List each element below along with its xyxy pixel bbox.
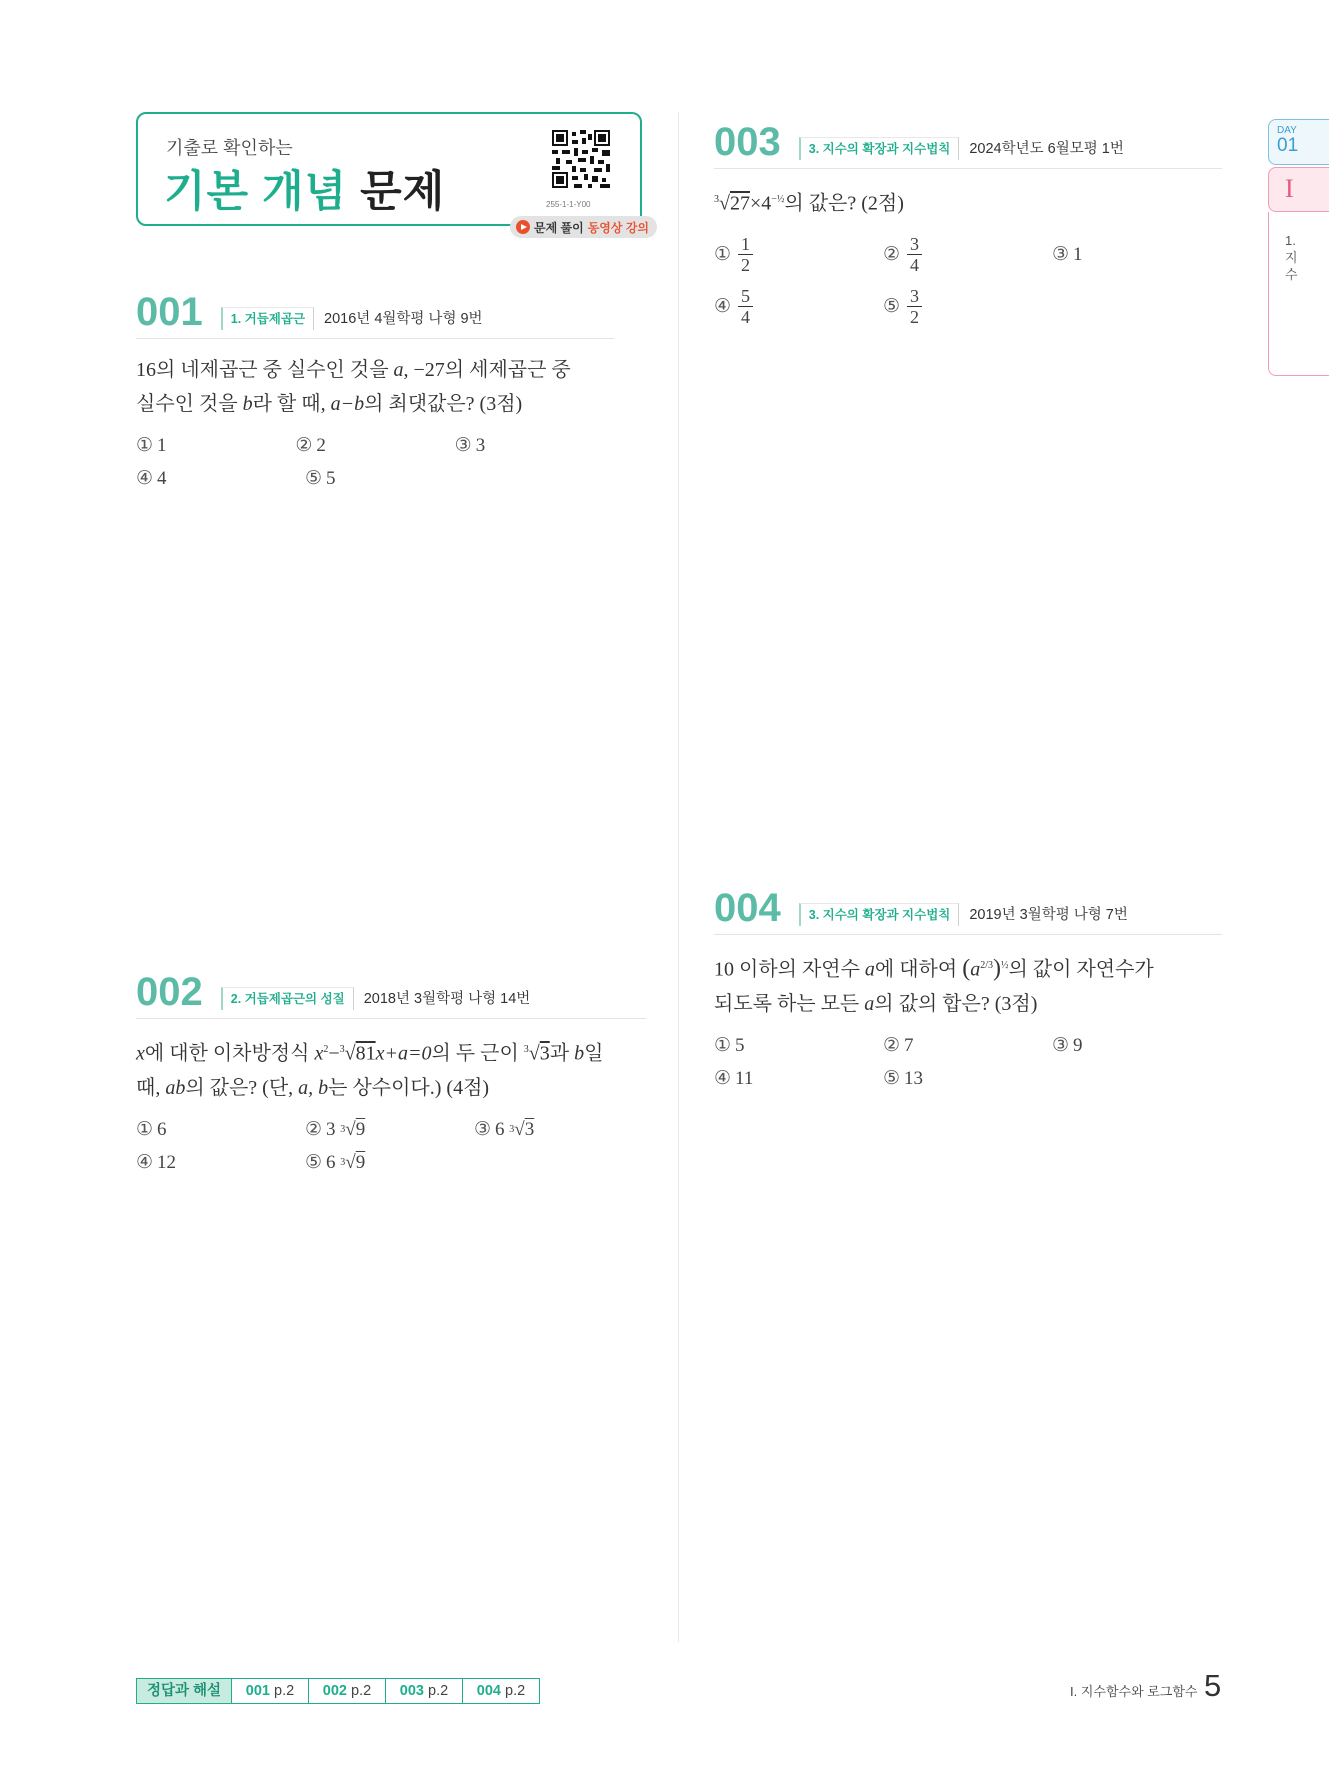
choice-5[interactable]: ⑤ $\frac{3}{2}$: [883, 281, 1052, 333]
problem-statement: $^3√27\times 4^{-\frac{1}{2}}$의 값은? (2점): [714, 192, 904, 215]
problem-source: 2019년 3월학평 나형 7번: [969, 907, 1128, 923]
problem-source: 2024학년도 6월모평 1번: [969, 141, 1124, 157]
answer-ref-003[interactable]: 003 p.2: [385, 1679, 462, 1703]
choice-2[interactable]: ② $\frac{3}{4}$: [883, 229, 1052, 281]
answer-choices: [714, 229, 1222, 333]
problem-number: 004: [714, 886, 781, 930]
day-number: 01: [1277, 135, 1299, 156]
problem-source: 2016년 4월학평 나형 9번: [324, 311, 483, 327]
header-title-dark: 문제: [360, 168, 446, 216]
problem-topic-tag: 3. 지수의 확장과 지수법칙: [799, 903, 960, 926]
answer-choices: [136, 1113, 646, 1179]
choice-5[interactable]: ⑤ 6 3 √ 9: [305, 1151, 366, 1173]
choice-5[interactable]: ⑤ 13: [883, 1067, 924, 1089]
problem-003: [714, 116, 1222, 333]
page-number: 5: [1204, 1668, 1222, 1703]
video-lecture-badge[interactable]: [510, 216, 657, 238]
problem-header: [136, 966, 646, 1019]
choice-4[interactable]: ④ 12: [136, 1151, 177, 1173]
choice-1[interactable]: ① 1: [136, 435, 167, 456]
problem-topic-tag: 3. 지수의 확장과 지수법칙: [799, 137, 960, 160]
answer-ref-002[interactable]: 002 p.2: [308, 1679, 385, 1703]
video-badge-label: 문제 풀이: [534, 220, 584, 235]
choice-4[interactable]: ④ 4: [136, 468, 167, 489]
choice-4[interactable]: ④ 11: [714, 1067, 754, 1089]
problem-header: [714, 116, 1222, 169]
section-tab[interactable]: 1. 지 수: [1268, 212, 1329, 376]
answer-choices: [714, 1029, 1222, 1095]
choice-1[interactable]: ① 6: [136, 1118, 167, 1140]
header-subtitle: 기출로 확인하는: [166, 138, 293, 158]
choice-1[interactable]: ① $\frac{1}{2}$: [714, 229, 883, 281]
choice-3[interactable]: ③ 1: [1052, 244, 1083, 266]
footer-chapter-title: I. 지수함수와 로그함수: [1070, 1684, 1198, 1699]
day-tab[interactable]: [1268, 119, 1329, 165]
problem-header: [714, 882, 1222, 935]
answer-choices: [136, 429, 614, 495]
choice-3[interactable]: ③ 6 3 √ 3: [474, 1118, 535, 1140]
header-title-green: 기본 개념: [164, 168, 348, 216]
answer-label: 정답과 해설: [137, 1679, 231, 1703]
choice-3[interactable]: ③ 3: [454, 435, 486, 456]
qr-code-label: 255-1-1-Y00: [546, 200, 591, 209]
answer-reference-bar: [136, 1678, 540, 1704]
qr-code-icon[interactable]: [552, 130, 610, 188]
chapter-tab[interactable]: I: [1268, 167, 1329, 212]
section-header-box: [136, 112, 642, 226]
play-icon: [516, 220, 530, 234]
answer-ref-001[interactable]: 001 p.2: [231, 1679, 308, 1703]
problem-number: 003: [714, 120, 781, 164]
problem-002: [136, 966, 646, 1179]
problem-statement: 16의 네제곱근 중 실수인 것을 a, −27의 세제곱근 중 실수인 것을 b라 할 때, a−b의 최댓값은? (3점): [136, 359, 571, 415]
problem-header: [136, 286, 614, 339]
problem-number: 002: [136, 970, 203, 1014]
choice-1[interactable]: ① 5: [714, 1034, 745, 1056]
video-badge-highlight: 동영상 강의: [587, 220, 649, 235]
column-divider: [678, 112, 679, 1642]
choice-2[interactable]: ② 7: [883, 1034, 914, 1056]
problem-source: 2018년 3월학평 나형 14번: [363, 991, 531, 1007]
problem-topic-tag: 1. 거듭제곱근: [221, 307, 314, 330]
header-title: [164, 158, 445, 219]
choice-5[interactable]: ⑤ 5: [305, 468, 336, 489]
problem-number: 001: [136, 290, 203, 334]
choice-2[interactable]: ② 2: [295, 435, 326, 456]
problem-statement: x에 대한 이차방정식 $x^2-^3√81x+a=0$의 두 근이 $^3$√3과 b일 때, ab의 값은? (단, a, b는 상수이다.) (4점): [136, 1042, 604, 1099]
choice-3[interactable]: ③ 9: [1052, 1034, 1083, 1056]
problem-004: [714, 882, 1222, 1095]
choice-4[interactable]: ④ $\frac{5}{4}$: [714, 281, 883, 333]
problem-001: [136, 286, 614, 495]
day-label: DAY: [1277, 125, 1297, 136]
problem-topic-tag: 2. 거듭제곱근의 성질: [221, 987, 354, 1010]
problem-statement: 10 이하의 자연수 a에 대하여 $(a^{2/3})^{\frac{1}{2}}$의 값이 자연수가 되도록 하는 모든 a의 값의 합은? (3점): [714, 955, 1154, 1015]
choice-2[interactable]: ② 3 3 √ 9: [305, 1118, 366, 1140]
answer-ref-004[interactable]: 004 p.2: [462, 1679, 539, 1703]
